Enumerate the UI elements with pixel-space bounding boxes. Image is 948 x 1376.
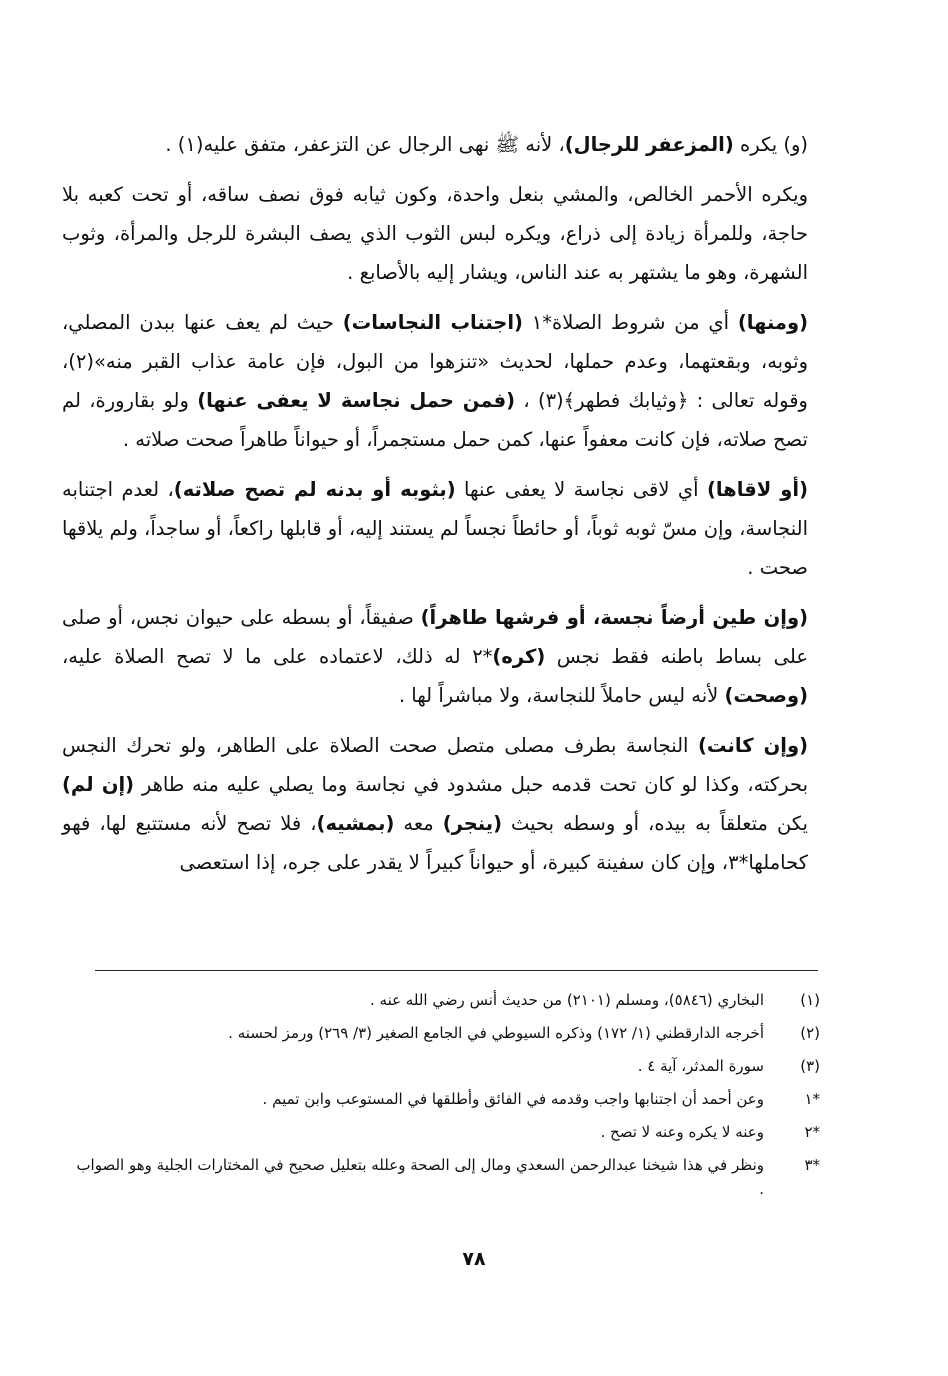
text-run: صفيقاً، أو بسطه على حيوان نجس، أو صلى على بساط باطنه فقط نجس	[62, 606, 808, 668]
footnote-mark: *٣	[804, 1156, 820, 1174]
footnote-text: وعنه لا يكره وعنه لا تصح .	[600, 1123, 764, 1141]
footnote	[75, 1054, 820, 1078]
text-run: ، لأنه ﷺ نهى الرجال عن التزعفر، متفق عليه(١) .	[165, 133, 565, 156]
bold-term: (وصحت)	[724, 684, 808, 707]
bold-term: (فمن حمل نجاسة لا يعفى عنها)	[197, 389, 516, 412]
text-run: *٢ له ذلك، لاعتماده على ما لا تصح الصلاة عليه،	[62, 645, 493, 668]
text-run: ، فلا تصح لأنه مستتبع لها، فهو كحاملها*٣، وإن كان سفينة كبيرة، أو حيواناً كبيراً لا يقدر على جره، إذا استعصى	[62, 812, 808, 874]
text-run: ، لعدم اجتنابه النجاسة، وإن مسّ ثوبه ثوباً، أو حائطاً نجساً لم يستند إليه، أو قابلها راكعاً، أو ساجداً، ولم يلاقها صحت .	[62, 478, 808, 579]
footnote-mark: (١)	[800, 991, 820, 1009]
text-run: ولو بقارورة، لم تصح صلاته، فإن كانت معفواً عنها، كمن حمل مستجمراً، أو حيواناً طاهراً صحت صلاته .	[62, 389, 808, 451]
footnote-mark: (٣)	[800, 1057, 820, 1075]
footnote	[75, 1021, 820, 1045]
footnote-mark: (٢)	[800, 1024, 820, 1042]
footnote-text: أخرجه الدارقطني (١/ ١٧٢) وذكره السيوطي في الجامع الصغير (٣/ ٢٦٩) ورمز لحسنه .	[228, 1024, 764, 1042]
footnote-text: سورة المدثر، آية ٤ .	[637, 1057, 764, 1075]
page-number: ٧٨	[462, 1248, 486, 1270]
paragraph	[62, 303, 808, 459]
paragraph	[62, 598, 808, 715]
text-run: يكن متعلقاً به بيده، أو وسطه بحيث	[502, 812, 808, 835]
text-run: لأنه ليس حاملاً للنجاسة، ولا مباشراً لها .	[398, 684, 725, 707]
bold-term: (أو لاقاها)	[706, 478, 808, 501]
footnote	[75, 1153, 820, 1201]
text-run: أي لاقى نجاسة لا يعفى عنها	[455, 478, 707, 501]
bold-term: (بثوبه أو بدنه لم تصح صلاته)	[173, 478, 456, 501]
bold-term: (وإن طين أرضاً نجسة، أو فرشها طاهراً)	[420, 606, 808, 629]
footnote-text: ونظر في هذا شيخنا عبدالرحمن السعدي ومال إلى الصحة وعلله بتعليل صحيح في المختارات الجلية وهو الصواب .	[76, 1156, 764, 1198]
footnote-mark: *١	[804, 1090, 820, 1108]
paragraph	[62, 470, 808, 587]
page-body	[62, 125, 808, 893]
footnote	[75, 1087, 820, 1111]
bold-term: (إن لم)	[62, 773, 135, 796]
footnote	[75, 988, 820, 1012]
footnote-text: البخاري (٥٨٤٦)، ومسلم (٢١٠١) من حديث أنس رضي الله عنه .	[369, 991, 764, 1009]
text-run: (و) يكره	[733, 133, 808, 156]
bold-term: (اجتناب النجاسات)	[342, 311, 523, 334]
text-run: النجاسة بطرف مصلى متصل صحت الصلاة على الطاهر، ولو تحرك النجس بحركته، وكذا لو كان تحت قدمه حبل مشدود في نجاسة وما يصلي عليه منه طاهر	[62, 734, 808, 796]
footnote-mark: *٢	[804, 1123, 820, 1141]
bold-term: (المزعفر للرجال)	[564, 133, 734, 156]
paragraph	[62, 726, 808, 882]
bold-term: (بمشيه)	[316, 812, 395, 835]
text-run: حيث لم يعف عنها ببدن المصلي، وثوبه، وبقعتهما، وعدم حملها، لحديث «تنزهوا من البول، فإن عامة عذاب القبر منه»(٢)، وقوله تعالى : ﴿وثيابك فطهر﴾(٣) ،	[62, 311, 808, 412]
paragraph	[62, 175, 808, 292]
bold-term: (ومنها)	[737, 311, 809, 334]
paragraph	[62, 125, 808, 164]
footnote	[75, 1120, 820, 1144]
footnotes	[75, 988, 820, 1210]
text-run: معه	[394, 812, 443, 835]
footnote-divider	[95, 970, 818, 971]
bold-term: (ينجر)	[442, 812, 502, 835]
bold-term: (كره)	[492, 645, 546, 668]
text-run: أي من شروط الصلاة*١	[522, 311, 738, 334]
text-run: ويكره الأحمر الخالص، والمشي بنعل واحدة، وكون ثيابه فوق نصف ساقه، أو تحت كعبه بلا حاجة، وللمرأة زيادة إلى ذراع، ويكره لبس الثوب الذي يصف البشرة للرجل والمرأة، وثوب الشهرة، وهو ما يشتهر به عند الناس، ويشار إليه بالأصابع .	[62, 183, 808, 284]
bold-term: (وإن كانت)	[698, 734, 808, 757]
footnote-text: وعن أحمد أن اجتنابها واجب وقدمه في الفائق وأطلقها في المستوعب وابن تميم .	[262, 1090, 764, 1108]
